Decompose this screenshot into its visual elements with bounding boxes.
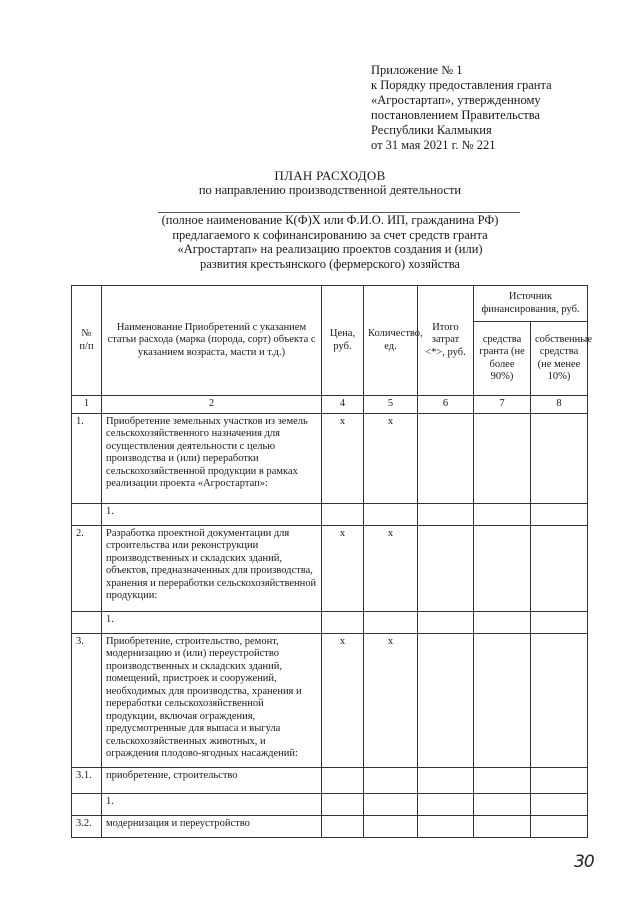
table-row [72,633,588,767]
row-price: х [322,525,364,611]
row-name: Приобретение, строительство, ремонт, модернизацию и (или) переустройство производственных и складских зданий, помещений, пристроек и сооружений, необходимых для производства, хранения и переработки сельскохозяйственной продукции, включая ограждения, предусмотренные для выпаса и выгула сельскохозяйственных животных, и ограждения плодово-ягодных насаждений: [102,633,322,767]
row-own [531,767,588,793]
row-qty [364,793,418,815]
row-own [531,525,588,611]
row-qty [364,611,418,633]
appendix-reference [371,63,552,153]
row-name: 1. [102,793,322,815]
table-row [72,503,588,525]
row-own [531,611,588,633]
appendix-line: «Агростартап», утвержденному [371,93,541,107]
row-qty: х [364,525,418,611]
row-name: Приобретение земельных участков из земель сельскохозяйственного назначения для осуществления деятельности с целью производства и (или) переработки сельскохозяйственной продукции в рамках реализации проекта «Агростартап»: [102,413,322,503]
row-name: приобретение, строительство [102,767,322,793]
row-grant [474,503,531,525]
row-own [531,413,588,503]
header-num: № п/п [72,286,102,396]
colnum: 1 [72,396,102,414]
row-grant [474,767,531,793]
blank-caption: (полное наименование К(Ф)Х или Ф.И.О. ИП, гражданина РФ) [161,213,499,227]
row-num: 3. [72,633,102,767]
desc-line: «Агростартап» на реализацию проектов создания и (или) [177,242,483,256]
row-grant [474,525,531,611]
row-total [418,633,474,767]
row-own [531,793,588,815]
row-grant [474,793,531,815]
appendix-line: постановлением Правительства [371,108,541,122]
row-qty [364,767,418,793]
row-name: модернизация и переустройство [102,815,322,837]
table-row [72,793,588,815]
table-row [72,815,588,837]
row-num: 1. [72,413,102,503]
row-num [72,611,102,633]
table-row [72,413,588,503]
row-own [531,503,588,525]
row-name: 1. [102,503,322,525]
header-name: Наименование Приобретений с указанием статьи расхода (марка (порода, сорт) объекта с указанием возраста, масти и т.д.) [102,286,322,396]
expense-plan-table [71,285,593,838]
header-source: Источник финансирования, руб. [474,286,588,322]
colnum: 4 [322,396,364,414]
appendix-line: к Порядку предоставления гранта [371,78,552,92]
row-price [322,815,364,837]
page-number: 30 [574,852,594,872]
plan-description [110,213,550,271]
row-price: х [322,413,364,503]
colnum: 6 [418,396,474,414]
header-total: Итого затрат <*>, руб. [418,286,474,396]
row-own [531,633,588,767]
table-row [72,525,588,611]
row-qty [364,503,418,525]
plan-subtitle: по направлению производственной деятельности [198,183,462,197]
table-row [72,611,588,633]
row-own [531,815,588,837]
row-price [322,793,364,815]
row-qty: х [364,633,418,767]
desc-line: развития крестьянского (фермерского) хозяйства [200,256,460,271]
row-name: Разработка проектной документации для строительства или реконструкции производственных и складских зданий, объектов, предназначенных для производства, хранения и переработки сельскохозяйственной продукции: [102,525,322,611]
row-total [418,525,474,611]
desc-line: предлагаемого к софинансированию за счет средств гранта [172,227,488,242]
table-row [72,767,588,793]
plan-heading [120,168,540,198]
row-total [418,767,474,793]
row-total [418,413,474,503]
row-total [418,815,474,837]
row-grant [474,815,531,837]
colnum: 7 [474,396,531,414]
row-grant [474,633,531,767]
row-total [418,793,474,815]
header-qty: Количество, ед. [364,286,418,396]
row-grant [474,611,531,633]
appendix-line: от 31 мая 2021 г. № 221 [371,138,496,152]
row-num: 3.2. [72,815,102,837]
row-price [322,503,364,525]
row-price: х [322,633,364,767]
appendix-line: Приложение № 1 [371,63,463,77]
row-num [72,503,102,525]
row-price [322,611,364,633]
row-num: 2. [72,525,102,611]
appendix-line: Республики Калмыкия [371,123,492,137]
row-num: 3.1. [72,767,102,793]
plan-title: ПЛАН РАСХОДОВ [274,168,386,183]
colnum: 2 [102,396,322,414]
row-total [418,503,474,525]
header-grant: средства гранта (не более 90%) [474,322,531,396]
colnum: 5 [364,396,418,414]
row-num [72,793,102,815]
row-name: 1. [102,611,322,633]
row-total [418,611,474,633]
header-price: Цена, руб. [322,286,364,396]
row-qty [364,815,418,837]
column-number-row [72,396,588,414]
row-grant [474,413,531,503]
row-price [322,767,364,793]
row-qty: х [364,413,418,503]
header-own: собственные средства (не менее 10%) [531,322,588,396]
colnum: 8 [531,396,588,414]
